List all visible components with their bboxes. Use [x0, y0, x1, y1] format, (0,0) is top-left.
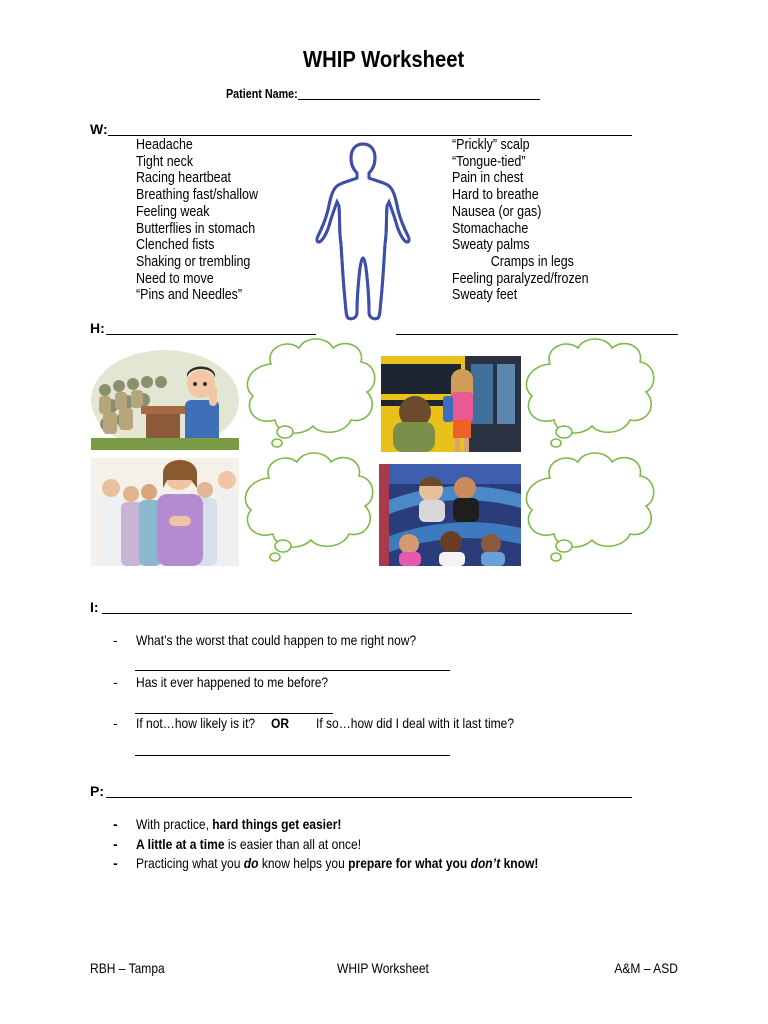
- symptom: Racing heartbeat: [136, 170, 231, 187]
- left-symptom-list: [136, 137, 258, 304]
- bullet-dash: -: [113, 632, 118, 648]
- footer-center: WHIP Worksheet: [337, 960, 429, 976]
- symptom: Breathing fast/shallow: [136, 187, 258, 204]
- social-group-illustration: [91, 458, 239, 566]
- footer-left: RBH – Tampa: [90, 960, 165, 976]
- symptom: Cramps in legs: [490, 253, 574, 270]
- symptom: Clenched fists: [136, 237, 215, 254]
- symptom: Need to move: [136, 270, 214, 287]
- answer-line-2[interactable]: [135, 713, 333, 714]
- p-label: P:: [90, 783, 104, 799]
- page-title: WHIP Worksheet: [303, 46, 465, 72]
- thought-cloud-1[interactable]: [241, 334, 381, 452]
- question-worst-case: What’s the worst that could happen to me right now?: [136, 632, 417, 648]
- symptom: Sweaty feet: [452, 287, 518, 304]
- i-answer-line[interactable]: [102, 613, 632, 614]
- answer-line-1[interactable]: [135, 670, 450, 671]
- roller-coaster-photo: [379, 464, 521, 566]
- w-answer-line[interactable]: [108, 135, 632, 136]
- school-bus-photo: [381, 356, 521, 452]
- answer-line-3[interactable]: [135, 755, 450, 756]
- symptom: “Pins and Needles”: [136, 287, 243, 304]
- symptom: Feeling weak: [136, 203, 210, 220]
- symptom: Sweaty palms: [452, 237, 530, 254]
- symptom: Hard to breathe: [452, 187, 539, 204]
- right-symptom-list: [452, 137, 589, 304]
- symptom: Feeling paralyzed/frozen: [452, 270, 589, 287]
- w-label: W:: [90, 121, 108, 137]
- patient-name-label: Patient Name:: [226, 87, 298, 101]
- symptom: Butterflies in stomach: [136, 220, 256, 237]
- patient-name-field[interactable]: [298, 99, 540, 100]
- tip-prepare: Practicing what you do know helps you prepare for what you don’t know!: [136, 855, 539, 871]
- symptom: Shaking or trembling: [136, 253, 251, 270]
- symptom: “Tongue-tied”: [452, 153, 526, 170]
- symptom: Pain in chest: [452, 170, 524, 187]
- tip-little-at-a-time: A little at a time is easier than all at once!: [136, 836, 362, 852]
- public-speaking-illustration: [91, 350, 239, 450]
- bullet-dash: -: [113, 836, 118, 852]
- bullet-dash: -: [113, 855, 118, 871]
- thought-cloud-4[interactable]: [520, 448, 660, 566]
- question-happened-before: Has it ever happened to me before?: [136, 674, 329, 690]
- bullet-dash: -: [113, 715, 118, 731]
- tip-practice: With practice, hard things get easier!: [136, 816, 342, 832]
- thought-cloud-2[interactable]: [520, 334, 660, 452]
- bullet-dash: -: [113, 816, 118, 832]
- i-label: I:: [90, 599, 99, 615]
- symptom: Stomachache: [452, 220, 529, 237]
- body-outline-icon: [312, 140, 414, 324]
- footer-right: A&M – ASD: [614, 960, 678, 976]
- symptom: “Prickly” scalp: [452, 137, 530, 153]
- thought-cloud-3[interactable]: [239, 448, 379, 566]
- symptom: Headache: [136, 137, 193, 153]
- h-label: H:: [90, 320, 105, 336]
- bullet-dash: -: [113, 674, 118, 690]
- symptom: Tight neck: [136, 153, 194, 170]
- question-how-likely: If not…how likely is it?: [136, 715, 256, 731]
- p-answer-line[interactable]: [106, 797, 632, 798]
- symptom: Nausea (or gas): [452, 203, 542, 220]
- question-how-dealt: If so…how did I deal with it last time?: [316, 715, 515, 731]
- or-label: OR: [271, 715, 290, 731]
